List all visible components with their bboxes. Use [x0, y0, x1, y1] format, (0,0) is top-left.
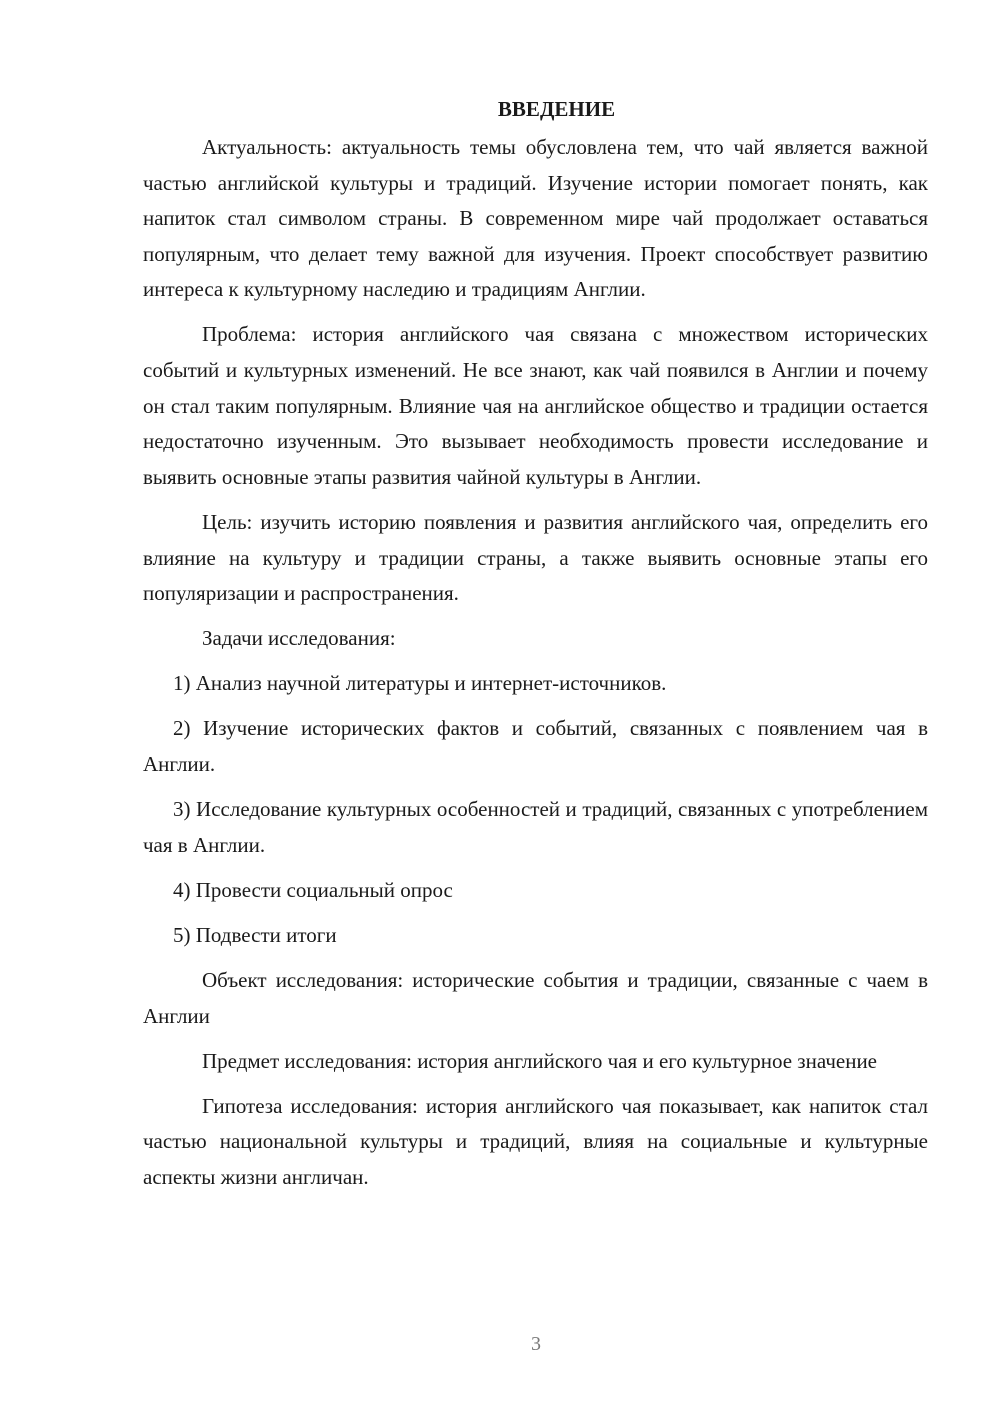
task-item: 3) Исследование культурных особенностей и традиций, связанных с употреблением чая в Англии.: [143, 797, 928, 857]
section-title: ВВЕДЕНИЕ: [497, 97, 616, 121]
task-item: 1) Анализ научной литературы и интернет-источников.: [173, 671, 667, 696]
paragraph-goal: Цель: изучить историю появления и развития английского чая, определить его влияние на культуру и традиции страны, а также выявить основные этапы его популяризации и распространения.: [143, 509, 928, 606]
paragraph-problem: Проблема: история английского чая связана с множеством исторических событий и культурных изменений. Не все знают, как чай появился в Англии и почему он стал таким популярным. Влияние чая на английское общество и традиции остается недостаточно изученным. Это вызывает необходимость провести исследование и выявить основные этапы развития чайной культуры в Англии.: [143, 322, 928, 489]
task-item: 4) Провести социальный опрос: [173, 877, 453, 902]
task-item: 5) Подвести итоги: [173, 922, 337, 947]
paragraph-tasks-heading: Задачи исследования:: [202, 626, 396, 651]
page-content: [143, 92, 928, 1205]
paragraph-relevance: Актуальность: актуальность темы обусловлена тем, что чай является важной частью английской культуры и традиций. Изучение истории помогает понять, как напиток стал символом страны. В современном мире чай продолжает оставаться популярным, что делает тему важной для изучения. Проект способствует развитию интереса к культурному наследию и традициям Англии.: [143, 135, 928, 302]
paragraph-hypothesis: Гипотеза исследования: история английского чая показывает, как напиток стал частью национальной культуры и традиций, влияя на социальные и культурные аспекты жизни англичан.: [143, 1093, 928, 1189]
page-number: 3: [531, 1333, 541, 1355]
task-item: 2) Изучение исторических фактов и событий, связанных с появлением чая в Англии.: [143, 716, 928, 776]
paragraph-subject: Предмет исследования: история английского чая и его культурное значение: [202, 1048, 878, 1073]
paragraph-object: Объект исследования: исторические события и традиции, связанные с чаем в Англии: [143, 967, 928, 1028]
